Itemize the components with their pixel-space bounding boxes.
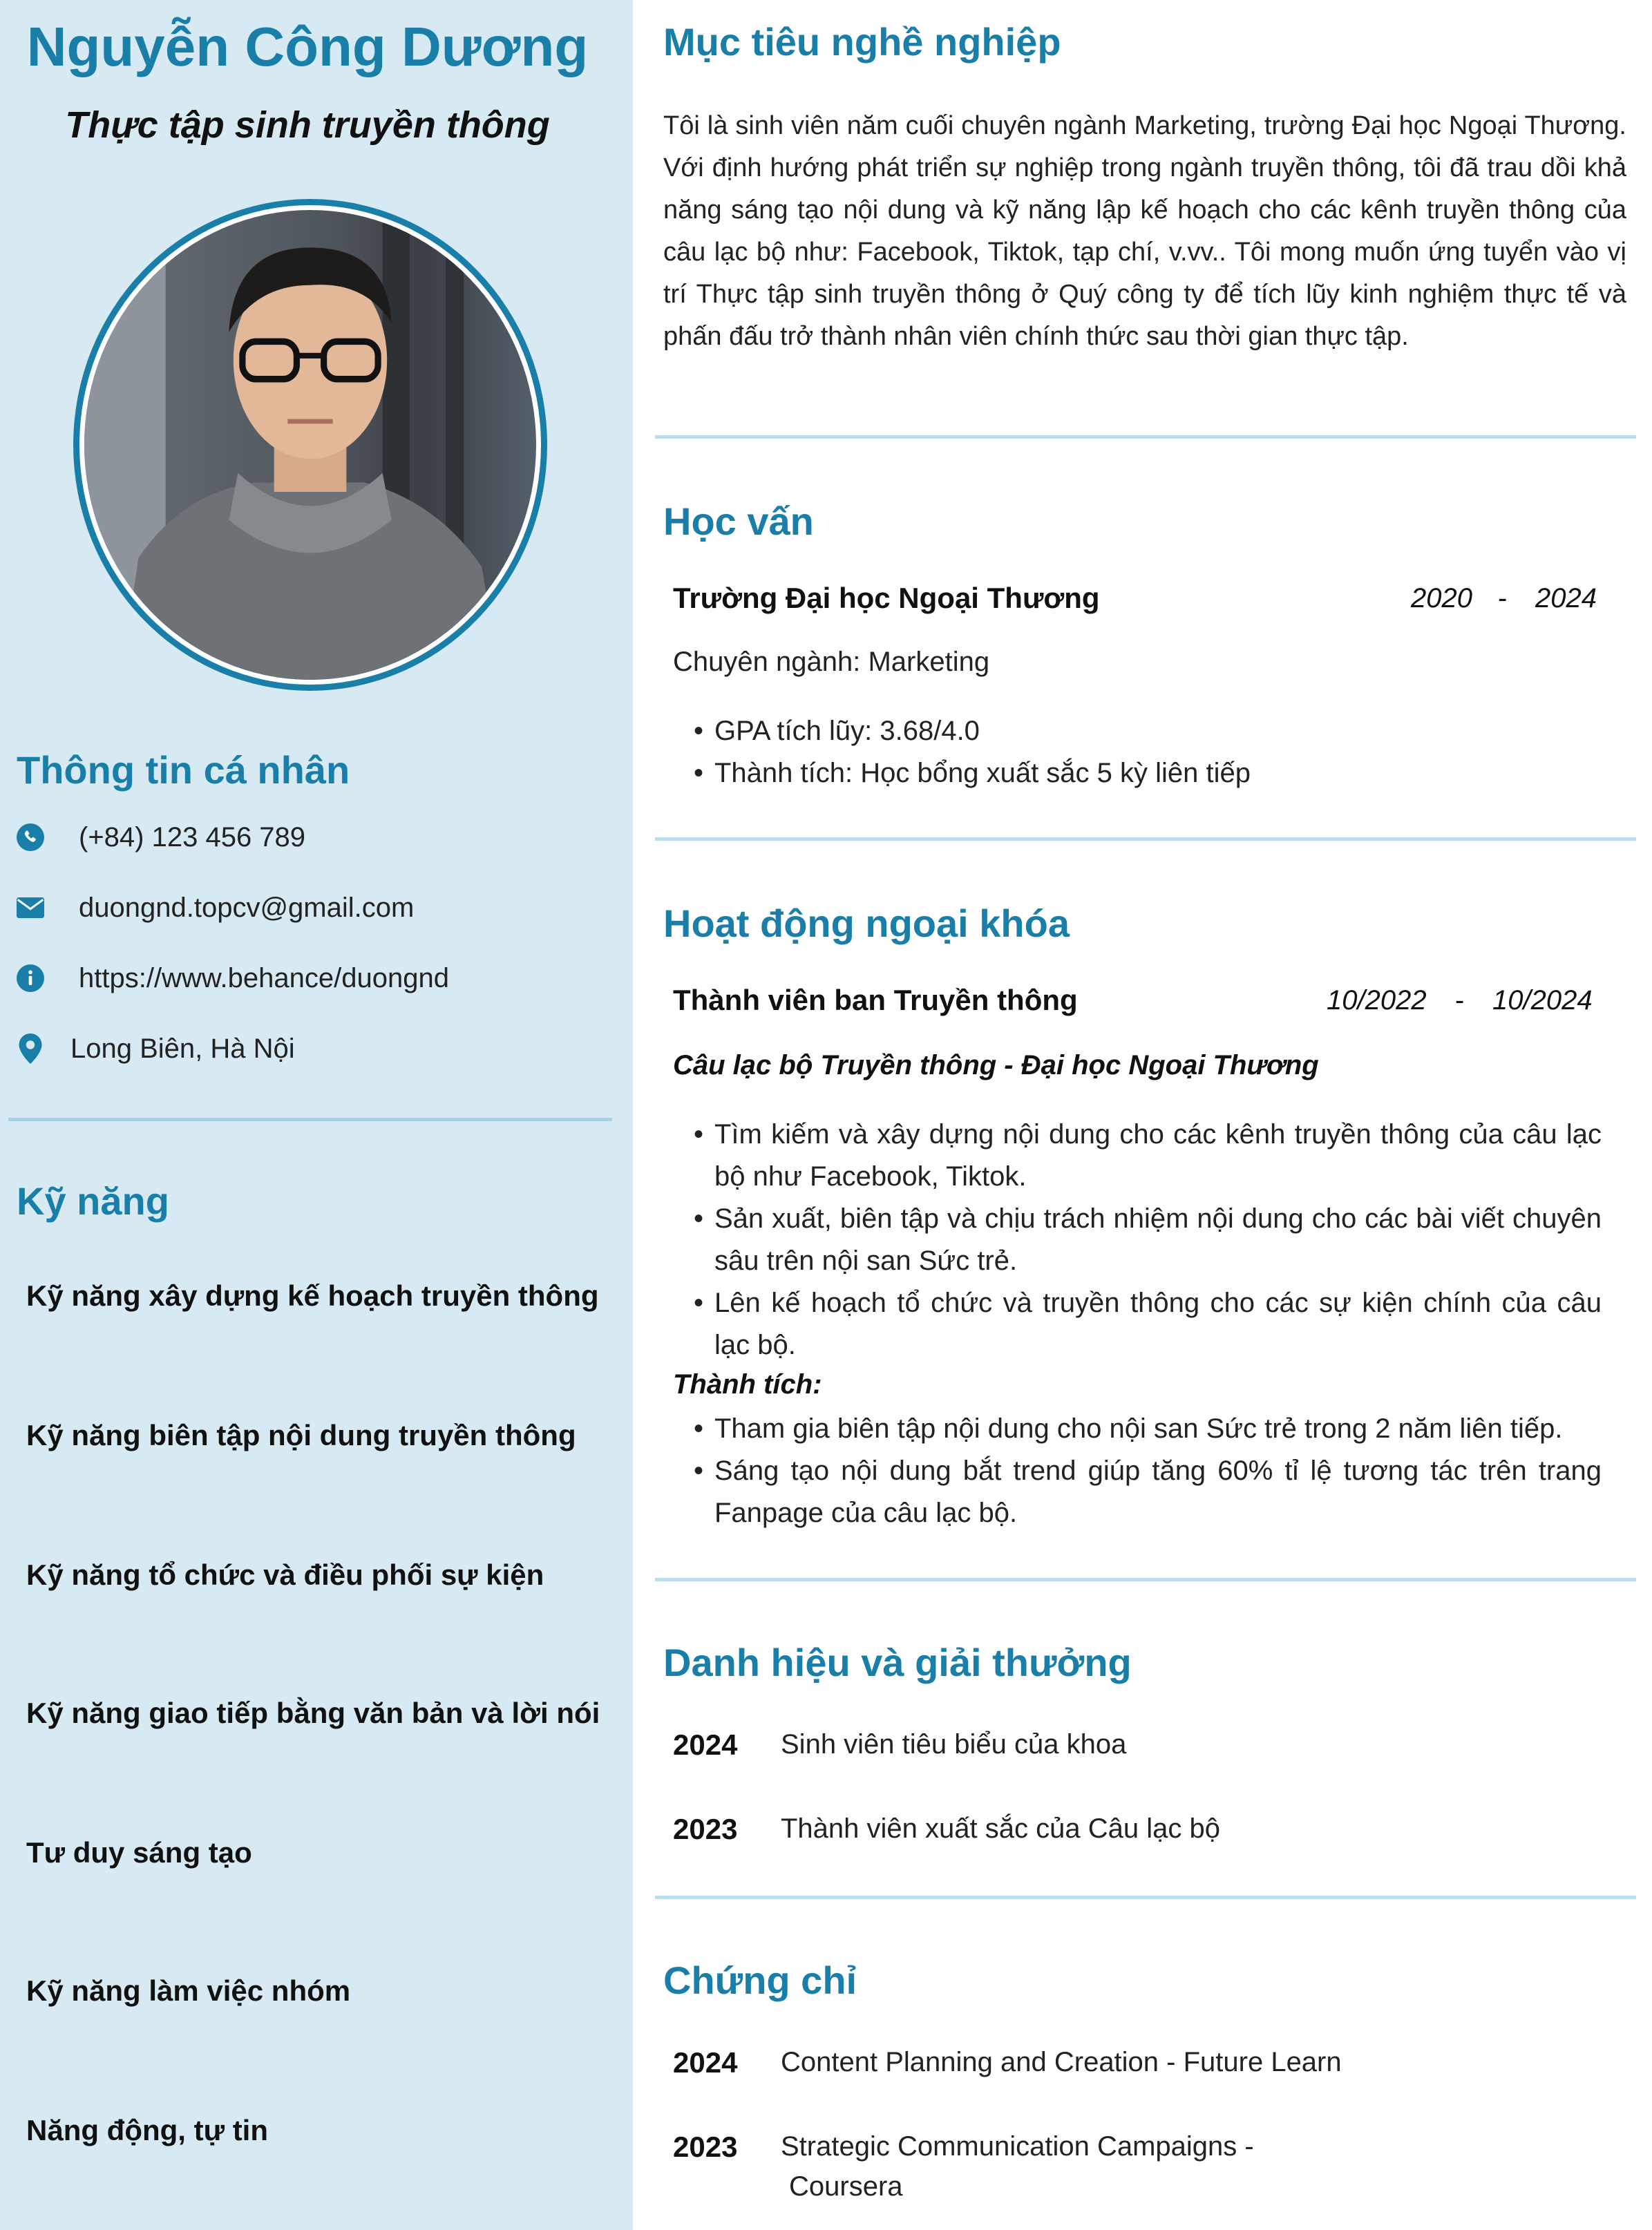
contact-email [15, 887, 414, 928]
list-item: • Thành tích: Học bổng xuất sắc 5 kỳ liên tiếp [673, 752, 1602, 794]
location-text: Long Biên, Hà Nội [70, 1033, 295, 1064]
skill-item: Kỹ năng giao tiếp bằng văn bản và lời nói [26, 1697, 600, 1729]
skill-item: Kỹ năng tổ chức và điều phối sự kiện [26, 1559, 544, 1591]
achievements-label: Thành tích: [673, 1369, 822, 1400]
email-text: duongnd.topcv@gmail.com [79, 892, 415, 923]
location-pin-icon [15, 1033, 46, 1064]
activity-start-date: 10/2022 [1327, 985, 1427, 1016]
award-year: 2024 [673, 1728, 738, 1761]
education-bullets [673, 710, 1602, 794]
skill-item: Kỹ năng xây dựng kế hoạch truyền thông [26, 1279, 599, 1312]
list-item: • Tìm kiếm và xây dựng nội dung cho các kênh truyền thông của câu lạc bộ như Facebook, Tiktok. [673, 1114, 1602, 1198]
award-year: 2023 [673, 1813, 738, 1845]
certificate-text: Content Planning and Creation - Future Learn [781, 2047, 1342, 2077]
contact-website [15, 957, 449, 999]
activity-end-date: 10/2024 [1492, 985, 1593, 1016]
list-item: • Lên kế hoạch tổ chức và truyền thông cho các sự kiện chính của câu lạc bộ. [673, 1282, 1602, 1366]
sidebar-divider [8, 1118, 612, 1121]
email-icon [15, 893, 46, 923]
date-separator: - [1498, 583, 1508, 613]
list-item: • Tham gia biên tập nội dung cho nội san Sức trẻ trong 2 năm liên tiếp. [673, 1408, 1602, 1450]
profile-photo [73, 199, 547, 691]
skill-item: Năng động, tự tin [26, 2114, 269, 2146]
objective-section-title: Mục tiêu nghề nghiệp [663, 20, 1061, 64]
education-end-date: 2024 [1535, 583, 1597, 613]
objective-text: Tôi là sinh viên năm cuối chuyên ngành Marketing, trường Đại học Ngoại Thương. Với định hướng phát triển sự nghiệp trong ngành truyền thông, tôi đã trau dồi khả năng sáng tạo nội dung và kỹ năng lập kế hoạch cho các kênh truyền thông của câu lạc bộ như: Facebook, Tiktok, tạp chí, v.vv.. Tôi mong muốn ứng tuyển vào vị trí Thực tập sinh truyền thông ở Quý công ty để tích lũy kinh nghiệm thực tế và phấn đấu trở thành nhân viên chính thức sau thời gian thực tập. [663, 111, 1626, 351]
contact-phone [15, 817, 305, 858]
section-divider [655, 1578, 1636, 1581]
certificate-text: Strategic Communication Campaigns - [781, 2131, 1254, 2162]
activity-bullets [673, 1114, 1602, 1366]
main-content [633, 0, 1652, 2230]
award-text: Thành viên xuất sắc của Câu lạc bộ [781, 1813, 1220, 1844]
awards-section-title: Danh hiệu và giải thưởng [663, 1641, 1132, 1684]
certificate-year: 2023 [673, 2131, 738, 2163]
date-separator: - [1455, 985, 1465, 1016]
education-section-title: Học vấn [663, 499, 814, 543]
job-title: Thực tập sinh truyền thông [65, 104, 550, 146]
contact-location [15, 1028, 295, 1069]
info-icon [15, 963, 46, 993]
list-item: • GPA tích lũy: 3.68/4.0 [673, 710, 1602, 752]
phone-text: (+84) 123 456 789 [79, 821, 306, 852]
skill-item: Kỹ năng biên tập nội dung truyền thông [26, 1419, 576, 1451]
award-text: Sinh viên tiêu biểu của khoa [781, 1729, 1127, 1760]
skills-section-title: Kỹ năng [17, 1179, 169, 1223]
sidebar [0, 0, 633, 2230]
section-divider [655, 435, 1636, 439]
contact-section-title: Thông tin cá nhân [17, 748, 350, 792]
list-item: • Sản xuất, biên tập và chịu trách nhiệm nội dung cho các bài viết chuyên sâu trên nội san Sức trẻ. [673, 1198, 1602, 1282]
education-start-date: 2020 [1411, 583, 1472, 613]
school-name: Trường Đại học Ngoại Thương [673, 582, 1100, 614]
candidate-name: Nguyễn Công Dương [26, 16, 589, 77]
skill-item: Kỹ năng làm việc nhóm [26, 1974, 351, 2007]
list-item: • Sáng tạo nội dung bắt trend giúp tăng 60% tỉ lệ tương tác trên trang Fanpage của câu lạc bộ. [673, 1450, 1602, 1534]
activity-organization: Câu lạc bộ Truyền thông - Đại học Ngoại Thương [673, 1050, 1319, 1080]
certificates-section-title: Chứng chỉ [663, 1959, 857, 2002]
portrait-image [84, 210, 536, 680]
website-text: https://www.behance/duongnd [79, 962, 449, 993]
activities-section-title: Hoạt động ngoại khóa [663, 902, 1070, 945]
certificate-text-continued: Coursera [789, 2171, 903, 2202]
skill-item: Tư duy sáng tạo [26, 1836, 252, 1869]
phone-icon [15, 822, 46, 852]
section-divider [655, 1896, 1636, 1899]
portrait-illustration [84, 210, 536, 680]
major: Chuyên ngành: Marketing [673, 647, 990, 677]
activity-role: Thành viên ban Truyền thông [673, 984, 1078, 1016]
section-divider [655, 837, 1636, 841]
achievement-bullets [673, 1408, 1602, 1534]
certificate-year: 2024 [673, 2046, 738, 2079]
